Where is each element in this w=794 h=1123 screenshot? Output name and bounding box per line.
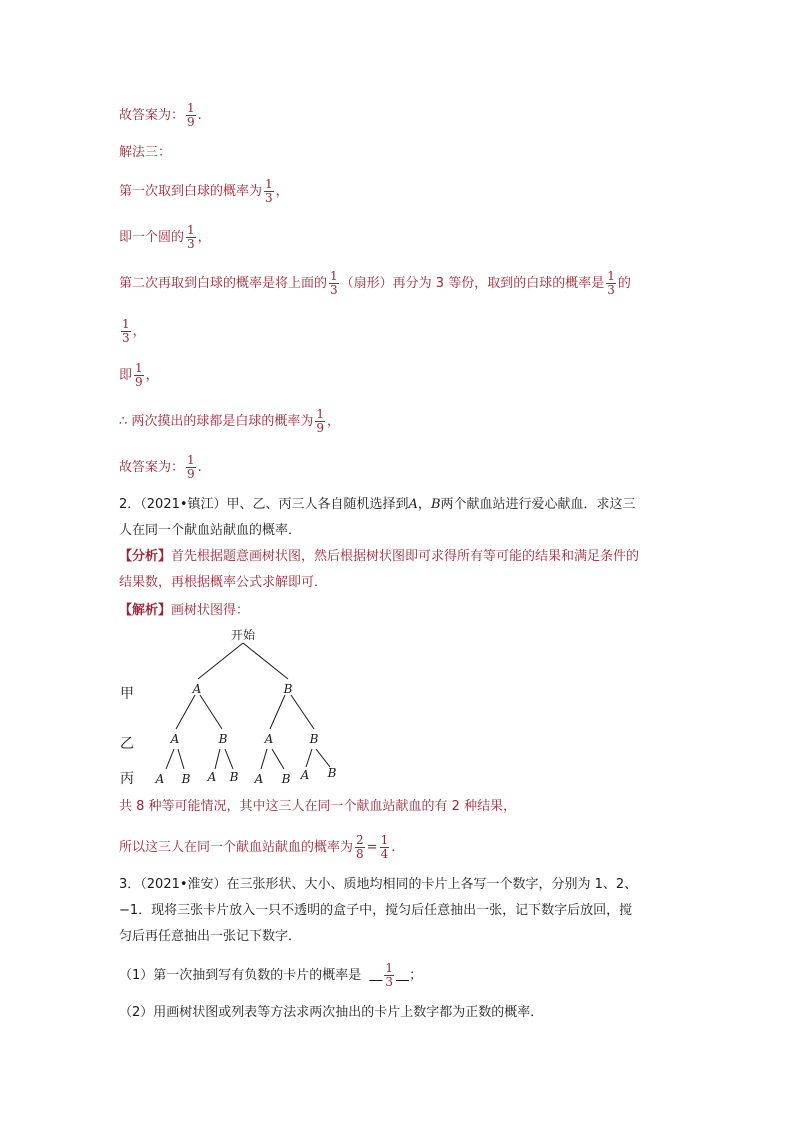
result-line-2 (119, 834, 395, 861)
tree-leaf: A (300, 768, 310, 782)
analysis-tag: 【分析】 (119, 549, 172, 564)
edge (261, 749, 267, 769)
denominator: 3 (265, 191, 273, 205)
punctuation: ， (417, 497, 431, 512)
fraction (186, 224, 196, 251)
answer-blank (369, 962, 409, 989)
punctuation: . (197, 460, 202, 475)
edge (215, 749, 220, 769)
circle-line (119, 224, 211, 251)
tree-node: B (309, 732, 319, 746)
edge (166, 749, 174, 769)
punctuation: . (197, 108, 202, 123)
tree-node: B (218, 732, 228, 746)
text: 2．（2021•镇江）甲、乙、丙三人各自随机选择到 (119, 497, 409, 512)
denominator: 4 (380, 847, 389, 861)
denominator: 9 (187, 115, 195, 129)
fraction (186, 454, 196, 481)
text: 画树状图得： (171, 603, 250, 618)
question-2: （2）用画树状图或列表等方法求两次抽出的卡片上数字都为正数的概率． (119, 1005, 544, 1020)
numerator: 1 (380, 833, 389, 847)
tree-node: A (192, 682, 202, 696)
var-b: B (430, 497, 441, 512)
numerator: 1 (330, 269, 338, 283)
text: （1）第一次抽到写有负数的卡片的概率是 (119, 968, 362, 983)
equals-line (119, 362, 159, 389)
problem-3-line-1: 3．（2021•淮安）在三张形状、大小、质地均相同的卡片上各写一个数字，分别为 1、2、 (119, 877, 638, 892)
punctuation: ， (132, 324, 146, 339)
numerator: 2 (356, 833, 364, 847)
fraction (380, 834, 390, 861)
first-draw-line (119, 178, 289, 205)
edge (225, 749, 233, 769)
punctuation: . (391, 840, 396, 855)
question-1 (119, 962, 422, 989)
tree-leaf: B (327, 766, 337, 780)
denominator: 9 (316, 421, 325, 435)
analysis-line-1 (119, 548, 639, 566)
punctuation: ， (275, 184, 289, 199)
tree-leaf: A (254, 772, 264, 786)
text: 两个献血站进行爱心献血．求这三 (440, 497, 636, 512)
answer-label: 故答案为： (119, 108, 185, 123)
solution-tag: 【解析】 (119, 603, 172, 618)
problem-2-line-2: 人在同一个献血站献血的概率． (119, 523, 302, 538)
edge (306, 749, 312, 767)
fraction (134, 362, 144, 389)
numerator: 1 (135, 361, 143, 375)
punctuation: ； (409, 968, 423, 983)
solution-line (119, 602, 249, 620)
tree-diagram (110, 625, 350, 795)
problem-2-line-1 (119, 496, 636, 514)
text: 所以这三人在同一个献血站献血的概率为 (119, 840, 354, 855)
numerator: 1 (187, 223, 195, 237)
punctuation: ， (145, 368, 159, 383)
edge (178, 749, 184, 769)
numerator: 1 (316, 407, 325, 421)
level-label-yi: 乙 (120, 736, 134, 752)
denominator: 9 (135, 375, 143, 389)
numerator: 1 (265, 177, 273, 191)
punctuation: ， (197, 230, 211, 245)
second-draw-continued (119, 318, 146, 345)
tree-leaf: B (281, 772, 291, 786)
tree-leaf: A (207, 770, 217, 784)
level-label-jia: 甲 (120, 686, 134, 702)
fraction (384, 962, 394, 989)
numerator: 1 (122, 317, 130, 331)
numerator: 1 (385, 961, 394, 975)
denominator: 3 (385, 975, 394, 989)
edge (176, 695, 195, 729)
fraction (186, 102, 196, 129)
fraction (329, 270, 339, 297)
denominator: 8 (356, 847, 364, 861)
edge (243, 643, 288, 679)
tree-edges (166, 643, 330, 769)
denominator: 9 (187, 467, 195, 481)
tree-leaf: B (229, 770, 239, 784)
fraction (315, 408, 325, 435)
text: 首先根据题意画树状图，然后根据树状图即可求得所有等可能的结果和满足条件的 (171, 549, 640, 564)
punctuation: ， (327, 414, 341, 429)
answer-line-2 (119, 454, 202, 481)
tree-node: B (283, 682, 293, 696)
var-a: A (408, 497, 418, 512)
second-draw-line (119, 270, 631, 297)
text: 第二次再取到白球的概率是将上面的 (119, 276, 328, 291)
tree-leaf: B (181, 772, 191, 786)
edge (291, 695, 314, 729)
denominator: 3 (187, 237, 195, 251)
edge (270, 695, 285, 729)
edge (316, 749, 330, 767)
text: （扇形）再分为 3 等份，取到的白球的概率是 (340, 276, 605, 291)
edge (272, 749, 284, 769)
edge (198, 643, 243, 679)
text: 的 (617, 276, 631, 291)
method-three-heading: 解法三： (119, 145, 172, 160)
level-label-bing: 丙 (120, 771, 134, 787)
fraction (121, 318, 131, 345)
equals-sign: = (366, 840, 378, 855)
numerator: 1 (607, 269, 615, 283)
text: 即 (119, 368, 133, 383)
numerator: 1 (187, 101, 195, 115)
text: 即一个圆的 (119, 230, 185, 245)
problem-3-line-3: 匀后再任意抽出一张记下数字． (119, 929, 302, 944)
edge (200, 695, 222, 729)
fraction (264, 178, 274, 205)
tree-node: A (264, 732, 274, 746)
problem-3-line-2: −1．现将三张卡片放入一只不透明的盒子中，搅匀后任意抽出一张，记下数字后放回，搅 (119, 903, 633, 918)
tree-leaf: A (155, 772, 165, 786)
answer-label: 故答案为： (119, 460, 185, 475)
analysis-line-2: 结果数，再根据概率公式求解即可． (119, 575, 328, 590)
numerator: 1 (187, 453, 195, 467)
denominator: 3 (122, 331, 130, 345)
denominator: 3 (607, 283, 615, 297)
text: ∴ 两次摸出的球都是白球的概率为 (119, 414, 314, 429)
fraction (606, 270, 616, 297)
fraction (355, 834, 365, 861)
answer-line-1 (119, 102, 202, 129)
conclusion-line (119, 408, 340, 435)
text: 第一次取到白球的概率为 (119, 184, 263, 199)
result-line-1: 共 8 种等可能情况，其中这三人在同一个献血站献血的有 2 种结果， (119, 799, 517, 814)
denominator: 3 (330, 283, 338, 297)
tree-root: 开始 (230, 628, 256, 642)
tree-node: A (170, 732, 180, 746)
